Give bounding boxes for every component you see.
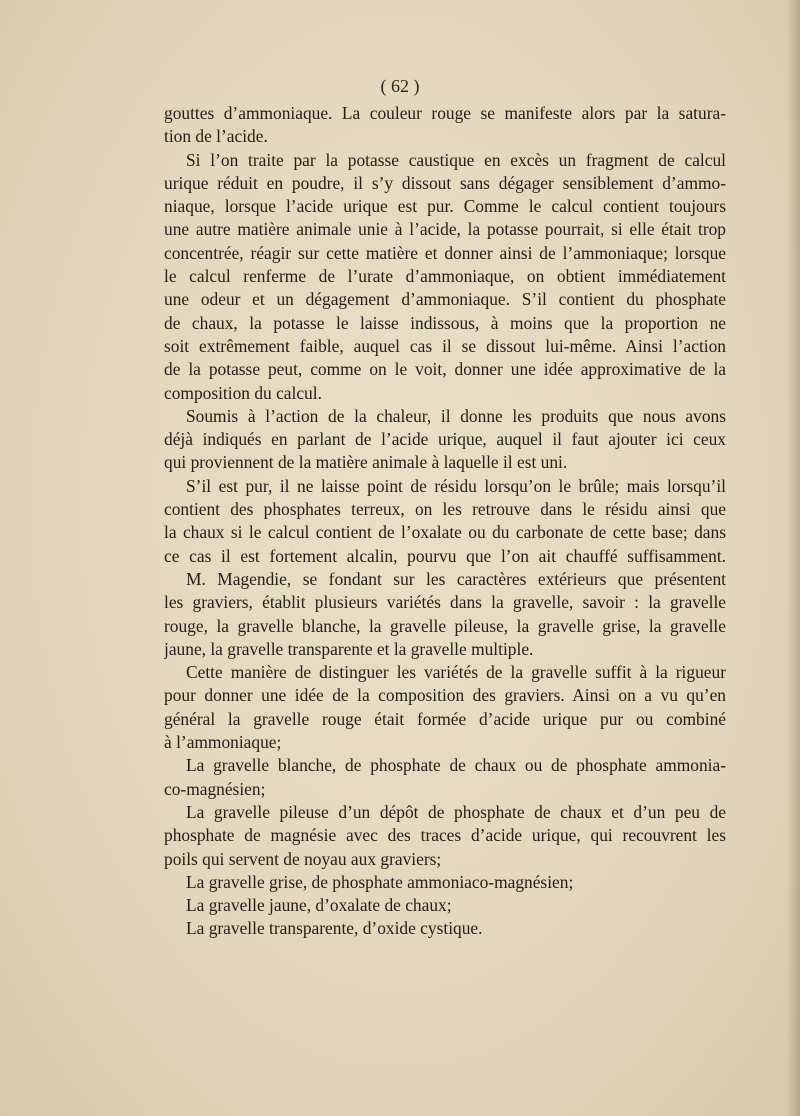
text-line: niaque, lorsque l’acide urique est pur. Comme le calcul contient toujours [164, 196, 726, 217]
text-line: gouttes d’ammoniaque. La couleur rouge se manifeste alors par la satura- [164, 103, 726, 123]
text-line: Cette manière de distinguer les variétés de la gravelle suffit à la rigueur [186, 662, 726, 683]
text-line: La gravelle jaune, d’oxalate de chaux; [186, 895, 452, 916]
page-edge-shadow [786, 0, 800, 1116]
text-line: la chaux si le calcul contient de l’oxalate ou du carbonate de cette base; dans [164, 522, 726, 543]
text-line: les graviers, établit plusieurs variétés dans la gravelle, savoir : la gravelle [164, 592, 726, 613]
text-line: poils qui servent de noyau aux graviers; [164, 848, 442, 869]
text-line: pour donner une idée de la composition des graviers. Ainsi on a vu qu’en [164, 685, 726, 706]
text-line: qui proviennent de la matière animale à laquelle il est uni. [164, 452, 568, 473]
text-line: le calcul renferme de l’urate d’ammoniaque, on obtient immédiatement [164, 266, 726, 287]
page-number: ( 62 ) [380, 76, 420, 96]
text-line: La gravelle grise, de phosphate ammoniaco-magnésien; [186, 871, 574, 892]
text-line: Soumis à l’action de la chaleur, il donne les produits que nous avons [186, 405, 726, 426]
text-line: ce cas il est fortement alcalin, pourvu que l’on ait chauffé suffisamment. [164, 545, 726, 566]
text-line: co-magnésien; [164, 778, 266, 799]
text-line: rouge, la gravelle blanche, la gravelle pileuse, la gravelle grise, la gravelle [164, 615, 726, 636]
text-line: à l’ammoniaque; [164, 732, 282, 753]
text-line: une odeur et un dégagement d’ammoniaque. S’il contient du phosphate [164, 289, 726, 310]
text-line: de chaux, la potasse le laisse indissous, à moins que la proportion ne [164, 312, 726, 333]
text-line: de la potasse peut, comme on le voit, donner une idée approximative de la [164, 359, 726, 380]
text-line: phosphate de magnésie avec des traces d’acide urique, qui recouvrent les [164, 825, 726, 846]
text-line: concentrée, réagir sur cette matière et donner ainsi de l’ammoniaque; lorsque [164, 242, 726, 263]
text-line: contient des phosphates terreux, on les retrouve dans le résidu ainsi que [164, 499, 726, 520]
text-line: une autre matière animale unie à l’acide, la potasse pourrait, si elle était trop [164, 219, 726, 240]
body-text [164, 102, 726, 941]
text-line: déjà indiqués en parlant de l’acide urique, auquel il faut ajouter ici ceux [164, 429, 726, 450]
text-line: La gravelle blanche, de phosphate de chaux ou de phosphate ammonia- [186, 755, 726, 776]
text-line: composition du calcul. [164, 382, 322, 403]
text-line: La gravelle pileuse d’un dépôt de phosphate de chaux et d’un peu de [186, 801, 726, 822]
text-line: S’il est pur, il ne laisse point de résidu lorsqu’on le brûle; mais lorsqu’il [186, 475, 726, 496]
text-line: soit extrêmement faible, auquel cas il se dissout lui-même. Ainsi l’action [164, 335, 726, 356]
text-line: jaune, la gravelle transparente et la gravelle multiple. [164, 638, 534, 659]
text-line: La gravelle transparente, d’oxide cystique. [186, 918, 483, 939]
text-line: général la gravelle rouge était formée d’acide urique pur ou combiné [164, 708, 726, 729]
text-line: Si l’on traite par la potasse caustique en excès un fragment de calcul [186, 149, 726, 170]
text-line: urique réduit en poudre, il s’y dissout sans dégager sensiblement d’ammo- [164, 172, 726, 193]
text-line: M. Magendie, se fondant sur les caractères extérieurs que présentent [186, 568, 726, 589]
text-line: tion de l’acide. [164, 126, 268, 147]
